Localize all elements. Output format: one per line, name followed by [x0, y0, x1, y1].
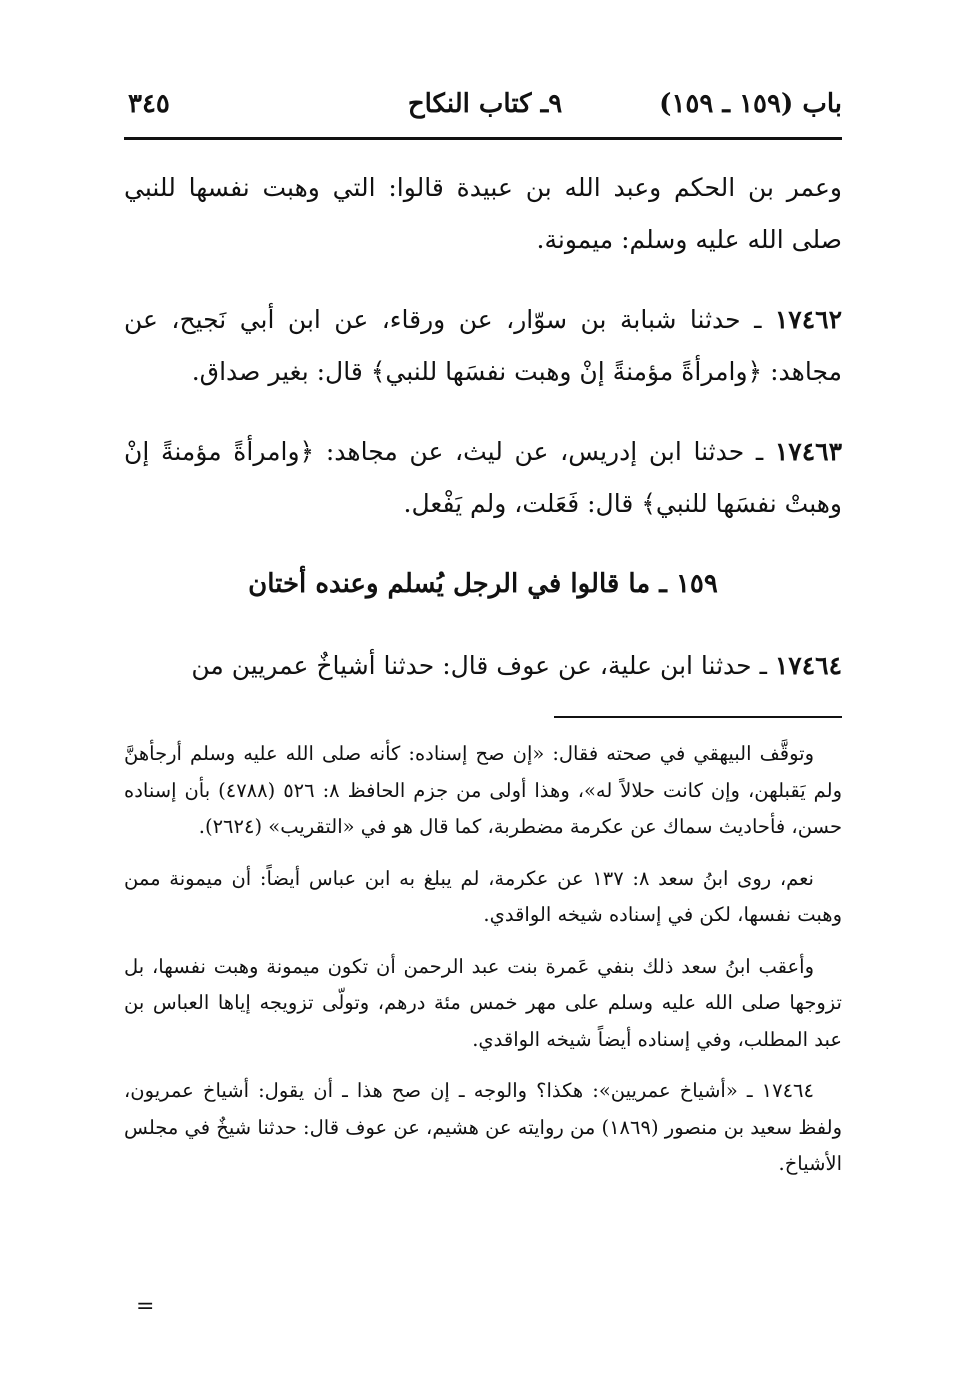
footnote-paragraph: ١٧٤٦٤ ـ «أشياخ عمريين»: هكذا؟ والوجه ـ إن صح هذا ـ أن يقول: أشياخ عمريون، ولفظ سعيد بن منصور (١٨٦٩) من روايته عن هشيم، عن عوف قال: حدثنا شيخٌ في مجلس الأشياخ.: [123, 1079, 842, 1175]
chapter-heading: ١٥٩ ـ ما قالوا في الرجل يُسلم وعنده أختان: [248, 569, 718, 599]
hadith-text: ـ حدثنا شبابة بن سوّار، عن ورقاء، عن ابن أبي نَجيح، عن مجاهد: ﴿وامرأةً مؤمنةً إنْ وهبت نفسَها للنبي﴾ قال: بغير صداق.: [124, 305, 842, 386]
hadith-number: ١٧٤٦٣: [774, 437, 842, 466]
book-title: ٩ـ كتاب النكاح: [407, 89, 563, 119]
footnote-paragraph: وتوقَّف البيهقي في صحته فقال: «إن صح إسناده: كأنه صلى الله عليه وسلم أرجأهنَّ ولم يَقبلهن، وإن كانت حلالاً له»، وهذا أولى من جزم الحافظ ٨: ٥٢٦ (٤٧٨٨) بأن إسناده حسن، فأحاديث سماك عن عكرمة مضطربة، كما قال هو في «التقريب» (٢٦٢٤).: [124, 742, 842, 838]
hadith-17463: [124, 426, 842, 530]
footnote-paragraph: نعم، روى ابنُ سعد ٨: ١٣٧ عن عكرمة، لم يبلغ به ابن عباس أيضاً: أن ميمونة ممن وهبت نفسها، لكن في إسناده شيخه الواقدي.: [124, 866, 842, 926]
main-text: [124, 162, 842, 720]
hadith-number: ١٧٤٦٢: [774, 305, 842, 334]
page-number: ٣٤٥: [128, 89, 170, 119]
page-header: [128, 84, 842, 128]
footnote-separator: [554, 716, 842, 718]
footnotes: [124, 736, 842, 1198]
hadith-number: ١٧٤٦٤: [774, 651, 842, 680]
hadith-17462: [124, 294, 842, 398]
continuation-paragraph: وعمر بن الحكم وعبد الله بن عبيدة قالوا: التي وهبت نفسها للنبي صلى الله عليه وسلم: ميمونة.: [124, 173, 842, 254]
footnote-paragraph: وأعقب ابنُ سعد ذلك بنفي عَمرة بنت عبد الرحمن أن تكون ميمونة وهبت نفسها، بل تزوجها صلى الله عليه وسلم على مهر خمس مئة درهم، وتولّى تزويجه إياها العباس بن عبد المطلب، وفي إسناده أيضاً شيخه الواقدي.: [124, 954, 842, 1051]
header-rule: [124, 137, 842, 140]
hadith-17464: [124, 640, 842, 692]
hadith-text: ـ حدثنا ابن علية، عن عوف قال: حدثنا أشياخٌ عمريين من: [191, 651, 767, 680]
continuation-mark: =: [136, 1294, 155, 1319]
hadith-text: ـ حدثنا ابن إدريس، عن ليث، عن مجاهد: ﴿وامرأةً مؤمنةً إنْ وهبتْ نفسَها للنبي﴾ قال: فَعَلت، ولم يَفْعل.: [124, 437, 842, 518]
chapter-range: باب (١٥٩ ـ ١٥٩): [659, 89, 842, 119]
